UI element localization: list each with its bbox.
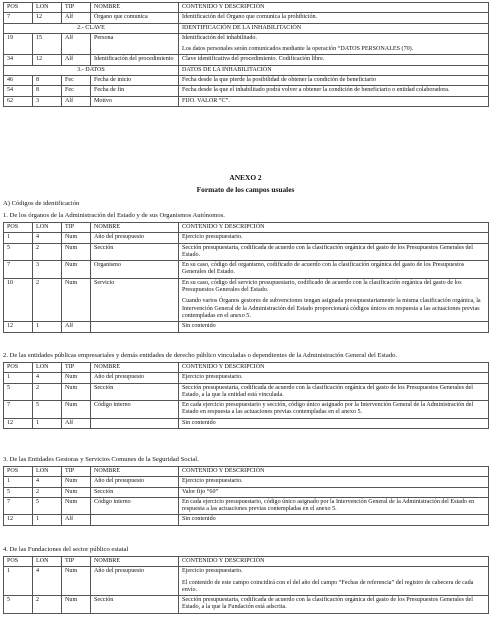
col-nombre: NOMBRE <box>91 363 179 373</box>
table-row <box>4 596 489 614</box>
cell-tip: Alf <box>62 322 91 332</box>
table-section-row <box>4 23 489 33</box>
table-row <box>4 322 489 332</box>
cell-tip: Num <box>62 383 91 401</box>
cell-pos: 1 <box>4 477 33 487</box>
cell-pos: 5 <box>4 596 33 614</box>
cell-tip: Num <box>62 497 91 515</box>
cell-contenido: Valor fijo “60” <box>179 487 489 497</box>
paragraph: El contenido de este campo coincidirá con el del año del campo “Fechas de referencia” del registro de cabecera de cada envío. <box>182 579 474 593</box>
subsection-4-title: 4. De las Fundaciones del sector público estatal <box>3 546 129 553</box>
col-lon: LON <box>33 363 62 373</box>
table-header <box>4 3 489 13</box>
cell-tip: Num <box>62 596 91 614</box>
cell-nombre: Fecha de inicio <box>91 76 179 86</box>
cell-lon: 3 <box>33 96 62 106</box>
cell-pos: 10 <box>4 278 33 321</box>
col-lon: LON <box>33 467 62 477</box>
cell-tip: Alf <box>62 96 91 106</box>
table-header <box>4 467 489 477</box>
cell-contenido <box>179 567 489 596</box>
paragraph: Ejercicio presupuestario. <box>182 568 243 575</box>
cell-nombre: Identificación del procedimiento <box>91 55 179 65</box>
table-row <box>4 487 489 497</box>
col-contenido: CONTENIDO Y DESCRIPCIÓN <box>179 223 489 233</box>
cell-nombre: Año del presupuesto <box>91 567 179 596</box>
cell-nombre: Motivo <box>91 96 179 106</box>
cell-lon: 5 <box>33 401 62 419</box>
paragraph: Los datos personales serán comunicados mediante la operación “DATOS PERSONALES (70). <box>182 46 414 53</box>
cell-nombre: Sección <box>91 383 179 401</box>
cell-nombre <box>91 418 179 428</box>
cell-pos: 12 <box>4 418 33 428</box>
table-row <box>4 515 489 525</box>
col-pos: POS <box>4 557 33 567</box>
cell-pos: 12 <box>4 515 33 525</box>
cell-lon: 3 <box>33 261 62 279</box>
col-tip: TIP <box>62 363 91 373</box>
cell-pos: 1 <box>4 233 33 243</box>
cell-pos: 62 <box>4 96 33 106</box>
cell-contenido: Ejercicio presupuestario. <box>179 373 489 383</box>
codes-table-2 <box>3 362 489 429</box>
section-description: IDENTIFICACIÓN DE LA INHABILITACIÓN <box>179 23 489 33</box>
cell-pos: 46 <box>4 76 33 86</box>
cell-tip: Alf <box>62 13 91 23</box>
cell-pos: 5 <box>4 383 33 401</box>
codes-table-3 <box>3 466 489 526</box>
cell-nombre: Sección <box>91 487 179 497</box>
cell-pos: 1 <box>4 373 33 383</box>
cell-pos: 7 <box>4 497 33 515</box>
cell-tip: Fec <box>62 86 91 96</box>
table-row <box>4 418 489 428</box>
cell-lon: 2 <box>33 278 62 321</box>
col-nombre: NOMBRE <box>91 223 179 233</box>
col-contenido: CONTENIDO Y DESCRIPCIÓN <box>179 557 489 567</box>
cell-contenido: Fecha desde la que pierde la posibilidad de obtener la condición de beneficiario <box>179 76 489 86</box>
col-contenido: CONTENIDO Y DESCRIPCIÓN <box>179 3 489 13</box>
cell-pos: 19 <box>4 33 33 55</box>
cell-nombre: Persona <box>91 33 179 55</box>
cell-contenido: En cada ejercicio presupuestario, código único asignado por la Intervención General de la Administración del Estado en respuesta a las actuaciones previas contempladas en el anexo 5. <box>179 497 489 515</box>
table-header <box>4 223 489 233</box>
section-label: 3.- DATOS <box>4 65 179 75</box>
cell-lon: 1 <box>33 515 62 525</box>
table-row <box>4 96 489 106</box>
table-row <box>4 76 489 86</box>
col-nombre: NOMBRE <box>91 467 179 477</box>
cell-nombre: Sección <box>91 596 179 614</box>
cell-pos: 12 <box>4 322 33 332</box>
cell-lon: 2 <box>33 243 62 261</box>
cell-tip: Num <box>62 233 91 243</box>
cell-contenido: Ejercicio presupuestario. <box>179 233 489 243</box>
table-row <box>4 13 489 23</box>
cell-lon: 1 <box>33 322 62 332</box>
col-nombre: NOMBRE <box>91 3 179 13</box>
cell-tip: Fec <box>62 76 91 86</box>
col-lon: LON <box>33 3 62 13</box>
table-row <box>4 373 489 383</box>
col-tip: TIP <box>62 557 91 567</box>
cell-contenido: En su caso, código del organismo, codificado de acuerdo con la clasificación orgánica del gasto de los Presupuestos Generales del Estado. <box>179 261 489 279</box>
cell-pos: 5 <box>4 243 33 261</box>
cell-nombre: Órgano que comunica <box>91 13 179 23</box>
cell-tip: Num <box>62 487 91 497</box>
cell-contenido: Sección presupuestaria, codificada de acuerdo con la clasificación orgánica del gasto de los Presupuestos Generales del Estado, a la que la Fundación está adscrita. <box>179 596 489 614</box>
cell-contenido <box>179 278 489 321</box>
cell-lon: 1 <box>33 418 62 428</box>
cell-tip: Alf <box>62 33 91 55</box>
cell-pos: 54 <box>4 86 33 96</box>
paragraph: En su caso, código del servicio presupuestario, codificado de acuerdo con la clasificación orgánica del gasto de los Presupuestos Generales del Estado. <box>182 279 462 294</box>
cell-pos: 7 <box>4 13 33 23</box>
cell-nombre: Fecha de fin <box>91 86 179 96</box>
cell-tip: Alf <box>62 515 91 525</box>
cell-contenido: Clave identificativa del procedimiento. Codificación libre. <box>179 55 489 65</box>
col-nombre: NOMBRE <box>91 557 179 567</box>
cell-nombre: Sección <box>91 243 179 261</box>
col-pos: POS <box>4 467 33 477</box>
cell-contenido: Ejercicio presupuestario. <box>179 477 489 487</box>
table-row <box>4 383 489 401</box>
table-row <box>4 477 489 487</box>
table-row <box>4 33 489 55</box>
section-a-title: A) Códigos de identificación <box>3 200 80 207</box>
cell-nombre: Código interno <box>91 497 179 515</box>
cell-tip: Alf <box>62 418 91 428</box>
col-pos: POS <box>4 223 33 233</box>
annex-title: ANEXO 2 <box>229 173 262 182</box>
cell-lon: 12 <box>33 55 62 65</box>
cell-nombre: Organismo <box>91 261 179 279</box>
cell-tip: Num <box>62 243 91 261</box>
cell-pos: 7 <box>4 261 33 279</box>
cell-contenido: Sin contenido <box>179 322 489 332</box>
cell-nombre <box>91 322 179 332</box>
cell-tip: Num <box>62 278 91 321</box>
paragraph: Cuando varios Órganos gestores de subvenciones tengan asignada presupuestariamente la misma clasificación orgánica, la Intervención General de la Administración del Estado proporcionará códigos únicos en respuesta a las actuaciones previas contempladas en el anexo 5. <box>182 298 481 319</box>
cell-lon: 12 <box>33 13 62 23</box>
cell-lon: 4 <box>33 477 62 487</box>
section-description: DATOS DE LA INHABILITACIÓN <box>179 65 489 75</box>
col-contenido: CONTENIDO Y DESCRIPCIÓN <box>179 467 489 477</box>
table-row <box>4 497 489 515</box>
table-header <box>4 363 489 373</box>
cell-pos: 5 <box>4 487 33 497</box>
col-pos: POS <box>4 3 33 13</box>
cell-tip: Num <box>62 261 91 279</box>
table-row <box>4 86 489 96</box>
table-row <box>4 243 489 261</box>
table-row <box>4 567 489 596</box>
cell-lon: 4 <box>33 567 62 596</box>
col-lon: LON <box>33 557 62 567</box>
cell-tip: Num <box>62 567 91 596</box>
col-contenido: CONTENIDO Y DESCRIPCIÓN <box>179 363 489 373</box>
cell-contenido <box>179 33 489 55</box>
table-section-row <box>4 65 489 75</box>
cell-contenido: En cada ejercicio presupuestario y sección, código único asignado por la Intervención General de la Administración del Estado en respuesta a las actuaciones previas contempladas en el anexo 5. <box>179 401 489 419</box>
cell-nombre: Servicio <box>91 278 179 321</box>
cell-contenido: Sin contenido <box>179 418 489 428</box>
cell-tip: Alf <box>62 55 91 65</box>
cell-contenido: Identificación del Órgano que comunica la prohibición. <box>179 13 489 23</box>
cell-contenido: Sección presupuestaria, codificada de acuerdo con la clasificación orgánica del gasto de los Presupuestos Generales del Estado. <box>179 243 489 261</box>
cell-nombre: Año del presupuesto <box>91 233 179 243</box>
cell-lon: 2 <box>33 383 62 401</box>
cell-nombre: Año del presupuesto <box>91 477 179 487</box>
table-row <box>4 278 489 321</box>
paragraph: Identificación del inhabilitado. <box>182 34 257 41</box>
inhabilitation-table <box>3 2 489 107</box>
cell-nombre <box>91 515 179 525</box>
subsection-2-title: 2. De las entidades públicas empresariales y demás entidades de derecho público vinculadas o dependientes de la Administración General del Estado. <box>3 352 398 359</box>
table-row <box>4 401 489 419</box>
subsection-3-title: 3. De las Entidades Gestoras y Servicios Comunes de la Seguridad Social. <box>3 456 199 463</box>
col-lon: LON <box>33 223 62 233</box>
cell-pos: 34 <box>4 55 33 65</box>
cell-lon: 2 <box>33 487 62 497</box>
cell-contenido: FIJO. VALOR “C”. <box>179 96 489 106</box>
col-tip: TIP <box>62 223 91 233</box>
cell-nombre: Año del presupuesto <box>91 373 179 383</box>
codes-table-4 <box>3 556 489 614</box>
col-tip: TIP <box>62 467 91 477</box>
cell-tip: Num <box>62 373 91 383</box>
cell-nombre: Código interno <box>91 401 179 419</box>
table-row <box>4 55 489 65</box>
subsection-1-title: 1. De los órganos de la Administración del Estado y de sus Organismos Autónomos. <box>3 212 225 219</box>
cell-contenido: Sin contenido <box>179 515 489 525</box>
section-label: 2.- CLAVE <box>4 23 179 33</box>
codes-table-1 <box>3 222 489 333</box>
cell-pos: 1 <box>4 567 33 596</box>
cell-tip: Num <box>62 401 91 419</box>
cell-pos: 7 <box>4 401 33 419</box>
cell-lon: 4 <box>33 233 62 243</box>
cell-contenido: Sección presupuestaria, codificada de acuerdo con la clasificación orgánica del gasto de los Presupuestos Generales del Estado, a la que la entidad está vinculada. <box>179 383 489 401</box>
cell-lon: 8 <box>33 86 62 96</box>
table-row <box>4 261 489 279</box>
cell-lon: 15 <box>33 33 62 55</box>
col-tip: TIP <box>62 3 91 13</box>
cell-lon: 4 <box>33 373 62 383</box>
table-row <box>4 233 489 243</box>
table-header <box>4 557 489 567</box>
cell-tip: Num <box>62 477 91 487</box>
cell-lon: 5 <box>33 497 62 515</box>
cell-contenido: Fecha desde la que el inhabilitado podrá volver a obtener la condición de beneficiario o entidad colaboradora. <box>179 86 489 96</box>
annex-subtitle: Formato de los campos usuales <box>196 185 295 194</box>
cell-lon: 2 <box>33 596 62 614</box>
col-pos: POS <box>4 363 33 373</box>
cell-lon: 8 <box>33 76 62 86</box>
